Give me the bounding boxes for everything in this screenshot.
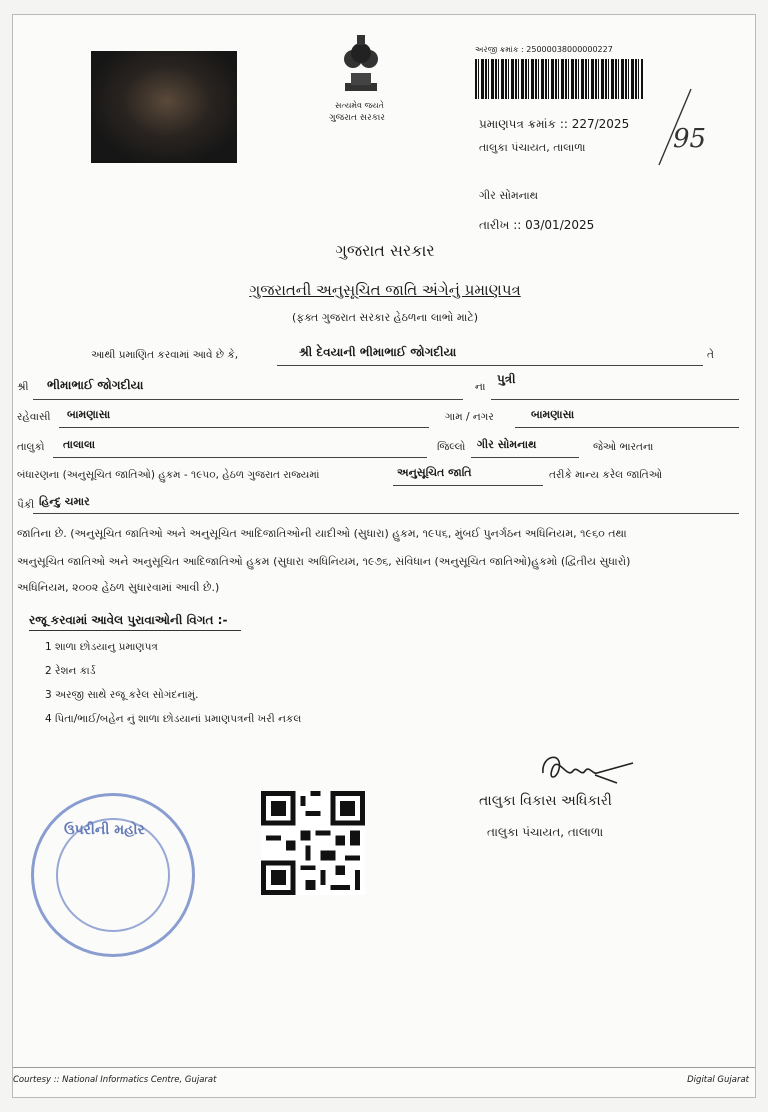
- category-value: અનુસૂચિત જાતિ: [397, 466, 472, 479]
- qr-code-icon: [261, 791, 365, 895]
- applicant-photo: [91, 51, 237, 163]
- category-line: [393, 485, 543, 486]
- application-number: અરજી ક્રમાંક : 25000038000000227: [475, 45, 613, 54]
- state-emblem-icon: [331, 29, 391, 109]
- issuing-office: તાલુકા પંચાયત, તાલાળા: [479, 141, 586, 154]
- na-label: ના: [475, 381, 486, 393]
- recognized-text: તરીકે માન્ય કરેલ જાતિઓ: [549, 469, 663, 481]
- india-text: જેઓ ભારતના: [593, 441, 654, 453]
- certificate-number: પ્રમાણપત્ર ક્રમાંક :: 227/2025: [479, 117, 630, 131]
- residence-line: [59, 427, 429, 428]
- emblem-motto: સત્યમેવ જયતે: [335, 101, 384, 110]
- certificate-subtitle: (ફક્ત ગુજરાત સરકાર હેઠળના લાભો માટે): [291, 311, 479, 324]
- among-label: પૈકી: [17, 499, 35, 511]
- govt-title: ગુજરાત સરકાર: [335, 241, 435, 260]
- officer-signature-icon: [537, 745, 637, 799]
- issue-date: તારીખ :: 03/01/2025: [479, 218, 595, 232]
- district-label: જિલ્લો: [437, 441, 466, 453]
- evidence-item: 2 રેશન કાર્ડ: [45, 665, 96, 677]
- village-label: ગામ / નગર: [445, 411, 494, 423]
- stamp-text: ઉપરીની મહોર: [64, 822, 145, 838]
- village-value: બામણાસા: [531, 408, 575, 421]
- caste-line: [33, 513, 739, 514]
- order-text: બંધારણના (અનુસૂચિત જાતિઓ) હુકમ - ૧૯૫૦, હેઠળ ગુજરાત રાજ્યમાં: [17, 469, 320, 481]
- shri-label: શ્રી: [17, 381, 29, 393]
- issuing-district: ગીર સોમનાથ: [479, 189, 539, 202]
- relation-value: પુત્રી: [497, 372, 516, 386]
- te-label: તે: [707, 349, 714, 361]
- district-line: [471, 457, 579, 458]
- village-line: [515, 427, 739, 428]
- name-line: [277, 365, 703, 366]
- father-line: [33, 399, 463, 400]
- signatory-title: તાલુકા વિકાસ અધિકારી: [479, 793, 612, 809]
- emblem-govt-text: ગુજરાત સરકાર: [329, 113, 385, 123]
- caste-value: હિન્દુ ચમાર: [39, 495, 90, 508]
- evidence-item: 3 અરજી સાથે રજૂ કરેલ સોગંદનામું.: [45, 689, 199, 701]
- evidence-item: 1 શાળા છોડયાનુ પ્રમાણપત્ર: [45, 641, 158, 653]
- father-name: ભીમાભાઈ જોગદીયા: [47, 378, 144, 392]
- taluka-line: [53, 457, 427, 458]
- barcode: [475, 59, 643, 99]
- taluka-label: તાલુકો: [17, 441, 45, 453]
- certify-prefix: આથી પ્રમાણિત કરવામાં આવે છે કે,: [91, 349, 239, 361]
- certificate-title: ગુજરાતની અનુસૂચિત જાતિ અંગેનું પ્રમાણપત્ર: [249, 281, 521, 299]
- footer-divider: [13, 1067, 755, 1068]
- official-stamp: [31, 793, 195, 957]
- svg-text:95: 95: [673, 124, 707, 154]
- relation-line: [491, 399, 739, 400]
- residence-label: રહેવાસી: [17, 411, 51, 423]
- paragraph-line-2: અનુસૂચિત જાતિઓ અને અનુસૂચિત આદિજાતિઓ હુકમ (સુધારા અધિનિયમ, ૧૯૭૬, સંવિધાન (અનુસૂચિત જાતિઓ)હુકમો (દ્વિતીય સુધારો): [17, 555, 631, 568]
- evidence-heading: રજૂ કરવામાં આવેલ પુરાવાઓની વિગત :-: [29, 613, 241, 631]
- paragraph-line-3: અધિનિયમ, ૨૦૦૨ હેઠળ સુધારવામાં આવી છે.): [17, 581, 220, 594]
- district-value: ગીર સોમનાથ: [477, 438, 537, 451]
- signatory-office: તાલુકા પંચાયત, તાલાળા: [487, 825, 604, 839]
- paragraph-line-1: જાતિના છે. (અનુસૂચિત જાતિઓ અને અનુસૂચિત આદિજાતિઓની યાદીઓ (સુધારા) હુકમ, ૧૯૫૬, મુંબઈ પુનર્ગઠન અધિનિયમ, ૧૯૬૦ તથા: [17, 527, 627, 540]
- taluka-value: તાલાલા: [63, 438, 96, 451]
- residence-value: બામણાસા: [67, 408, 111, 421]
- certificate-page: [12, 14, 756, 1098]
- footer-courtesy: Courtesy :: National Informatics Centre, Gujarat: [13, 1075, 217, 1085]
- evidence-item: 4 પિતા/ભાઈ/બહેન નું શાળા છોડયાનાં પ્રમાણપત્રની ખરી નકલ: [45, 713, 302, 725]
- handwritten-mark-icon: [651, 85, 711, 175]
- footer-digital-gujarat: Digital Gujarat: [687, 1075, 749, 1085]
- applicant-name: શ્રી દેવયાની ભીમાભાઈ જોગદીયા: [299, 345, 457, 359]
